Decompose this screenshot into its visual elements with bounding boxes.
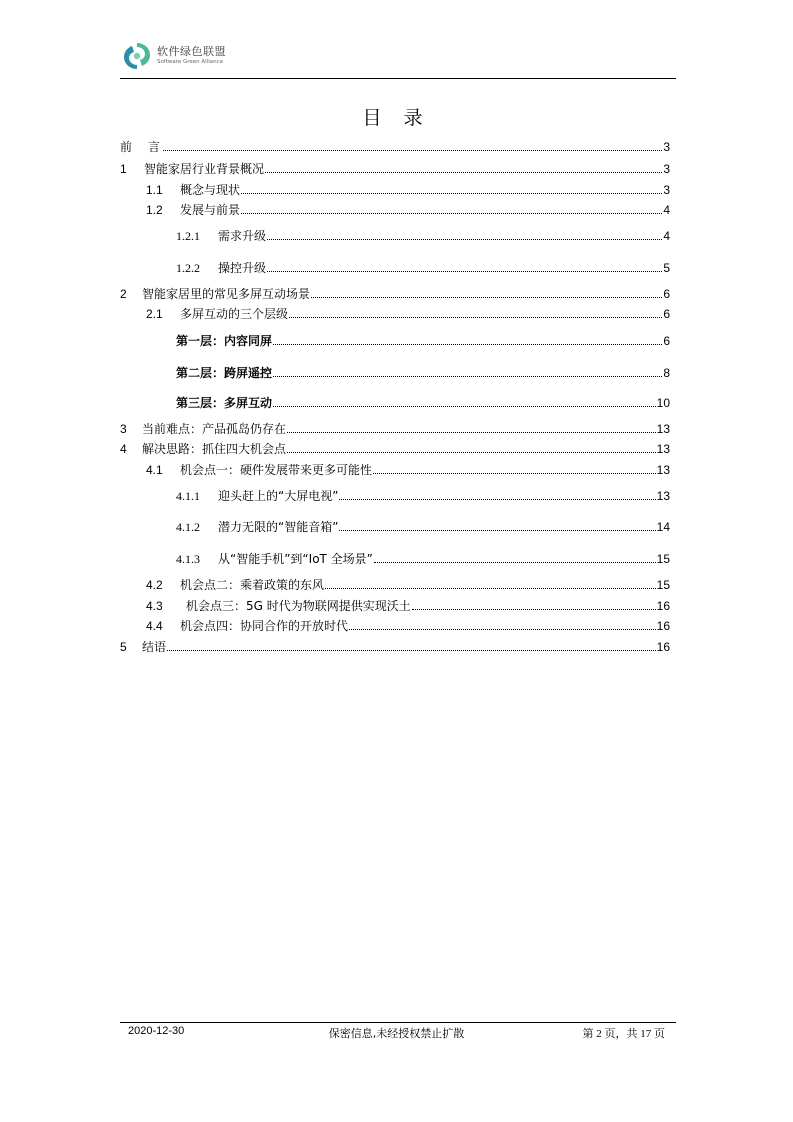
toc-leader <box>374 562 656 563</box>
toc-entry-page: 5 <box>663 261 670 275</box>
toc-entry-page: 6 <box>663 334 670 348</box>
toc-leader <box>289 317 662 318</box>
toc-entry-page: 13 <box>656 422 670 436</box>
toc-entry-1-1[interactable] <box>146 183 670 197</box>
toc-entry-title: 第二层：跨屏遥控 <box>176 366 273 380</box>
toc-entry-title: 需求升级 <box>218 229 267 243</box>
toc-entry-number: 1.2.1 <box>176 229 200 243</box>
toc-entry-4-1-3[interactable] <box>176 552 670 566</box>
toc-entry-number: 1.2 <box>146 203 163 217</box>
toc-entry-title: 机会点一：硬件发展带来更多可能性 <box>180 463 373 477</box>
toc-entry-page: 14 <box>656 520 670 534</box>
toc-entry-page: 8 <box>663 366 670 380</box>
toc-entry-number: 4.1.3 <box>176 552 200 566</box>
toc-entry-title: 从“智能手机”到“IoT 全场景” <box>218 552 373 566</box>
toc-leader <box>267 239 662 240</box>
toc-entry-title: 第三层：多屏互动 <box>176 396 273 410</box>
toc-entry-4-2[interactable] <box>146 578 670 592</box>
toc-leader <box>267 271 662 272</box>
toc-entry-3[interactable] <box>120 422 670 436</box>
toc-entry-5[interactable] <box>120 640 670 654</box>
toc-entry-page: 6 <box>663 307 670 321</box>
toc-entry-page: 13 <box>656 463 670 477</box>
toc-leader <box>265 172 662 173</box>
toc-entry-title: 结语 <box>142 640 167 654</box>
toc-entry-page: 16 <box>656 619 670 633</box>
toc-entry-title: 机会点二：乘着政策的东风 <box>180 578 325 592</box>
toc-entry-number: 1.2.2 <box>176 261 200 275</box>
toc-entry-title: 第一层：内容同屏 <box>176 334 273 348</box>
toc-entry-page: 4 <box>663 229 670 243</box>
toc-entry-title: 操控升级 <box>218 261 267 275</box>
toc-entry-title: 当前难点：产品孤岛仍存在 <box>142 422 287 436</box>
toc-entry-1-2[interactable] <box>146 203 670 217</box>
toc-leader <box>167 650 656 651</box>
footer-date: 2020-12-30 <box>128 1025 185 1037</box>
brand-subtitle: Software Green Alliance <box>157 59 224 65</box>
toc-leader <box>373 473 656 474</box>
toc-entry-title: 机会点三：5G 时代为物联网提供实现沃土 <box>186 599 411 613</box>
toc-entry-title: 迎头赶上的“大屏电视” <box>218 489 339 503</box>
toc-entry-number: 4.2 <box>146 578 163 592</box>
toc-entry-4[interactable] <box>120 442 670 456</box>
toc-entry-layer-1[interactable] <box>176 334 670 348</box>
toc-entry-number: 4.3 <box>146 599 163 613</box>
toc-entry-page: 4 <box>663 203 670 217</box>
toc-entry-title: 概念与现状 <box>180 183 241 197</box>
toc-entry-4-1-2[interactable] <box>176 520 670 534</box>
toc-entry-title: 潜力无限的“智能音箱” <box>218 520 339 534</box>
toc-entry-page: 15 <box>656 552 670 566</box>
toc-entry-1[interactable] <box>120 162 670 176</box>
toc-leader <box>349 629 656 630</box>
brand-name: 软件绿色联盟 <box>157 45 226 58</box>
toc-entry-number: 4.1.1 <box>176 489 200 503</box>
toc-leader <box>273 406 656 407</box>
toc-entry-4-4[interactable] <box>146 619 670 633</box>
toc-leader <box>273 376 662 377</box>
toc-entry-title: 机会点四：协同合作的开放时代 <box>180 619 349 633</box>
toc-entry-page: 10 <box>656 396 670 410</box>
toc-entry-page: 16 <box>656 640 670 654</box>
toc-leader <box>273 344 662 345</box>
toc-entry-number: 1 <box>120 162 127 176</box>
toc-leader <box>287 432 656 433</box>
toc-entry-page: 3 <box>663 140 670 154</box>
toc-leader <box>241 193 662 194</box>
toc-entry-layer-2[interactable] <box>176 366 670 380</box>
toc-entry-page: 6 <box>663 287 670 301</box>
toc-entry-number: 4 <box>120 442 127 456</box>
toc-leader <box>311 297 662 298</box>
toc-entry-2-1[interactable] <box>146 307 670 321</box>
toc-entry-1-2-1[interactable] <box>176 229 670 243</box>
toc-entry-4-1-1[interactable] <box>176 489 670 503</box>
toc-entry-page: 16 <box>656 599 670 613</box>
toc-entry-title: 智能家居里的常见多屏互动场景 <box>142 287 311 301</box>
toc-entry-number: 4.1.2 <box>176 520 200 534</box>
toc-entry-page: 13 <box>656 489 670 503</box>
toc-entry-number: 3 <box>120 422 127 436</box>
toc-entry-number: 2 <box>120 287 127 301</box>
toc-leader <box>412 609 656 610</box>
toc-leader <box>325 588 656 589</box>
toc-entry-title: 解决思路：抓住四大机会点 <box>142 442 287 456</box>
footer-page-number: 第 2 页，共 17 页 <box>582 1028 665 1040</box>
footer-confidential-notice: 保密信息,未经授权禁止扩散 <box>328 1027 465 1040</box>
toc-entry-number: 1.1 <box>146 183 163 197</box>
toc-entry-preface[interactable] <box>120 140 670 154</box>
toc-entry-page: 15 <box>656 578 670 592</box>
toc-leader <box>241 213 662 214</box>
toc-leader <box>339 499 655 500</box>
toc-entry-title: 多屏互动的三个层级 <box>180 307 289 321</box>
toc-entry-page: 3 <box>663 162 670 176</box>
footer-rule <box>120 1022 676 1023</box>
toc-entry-4-3[interactable] <box>146 599 670 613</box>
toc-entry-title: 智能家居行业背景概况 <box>144 162 265 176</box>
toc-entry-page: 3 <box>663 183 670 197</box>
toc-entry-number: 2.1 <box>146 307 163 321</box>
toc-entry-layer-3[interactable] <box>176 396 670 410</box>
toc-entry-number: 5 <box>120 640 127 654</box>
toc-entry-page: 13 <box>656 442 670 456</box>
toc-entry-number: 4.4 <box>146 619 163 633</box>
toc-leader <box>339 530 655 531</box>
toc-entry-title: 发展与前景 <box>180 203 241 217</box>
toc-entry-1-2-2[interactable] <box>176 261 670 275</box>
toc-leader <box>287 452 656 453</box>
toc-entry-4-1[interactable] <box>146 463 670 477</box>
toc-title: 目 录 <box>362 107 431 129</box>
toc-leader <box>163 150 662 151</box>
toc-entry-title: 前 言 <box>120 140 163 154</box>
toc-entry-number: 4.1 <box>146 463 163 477</box>
toc-entry-2[interactable] <box>120 287 670 301</box>
